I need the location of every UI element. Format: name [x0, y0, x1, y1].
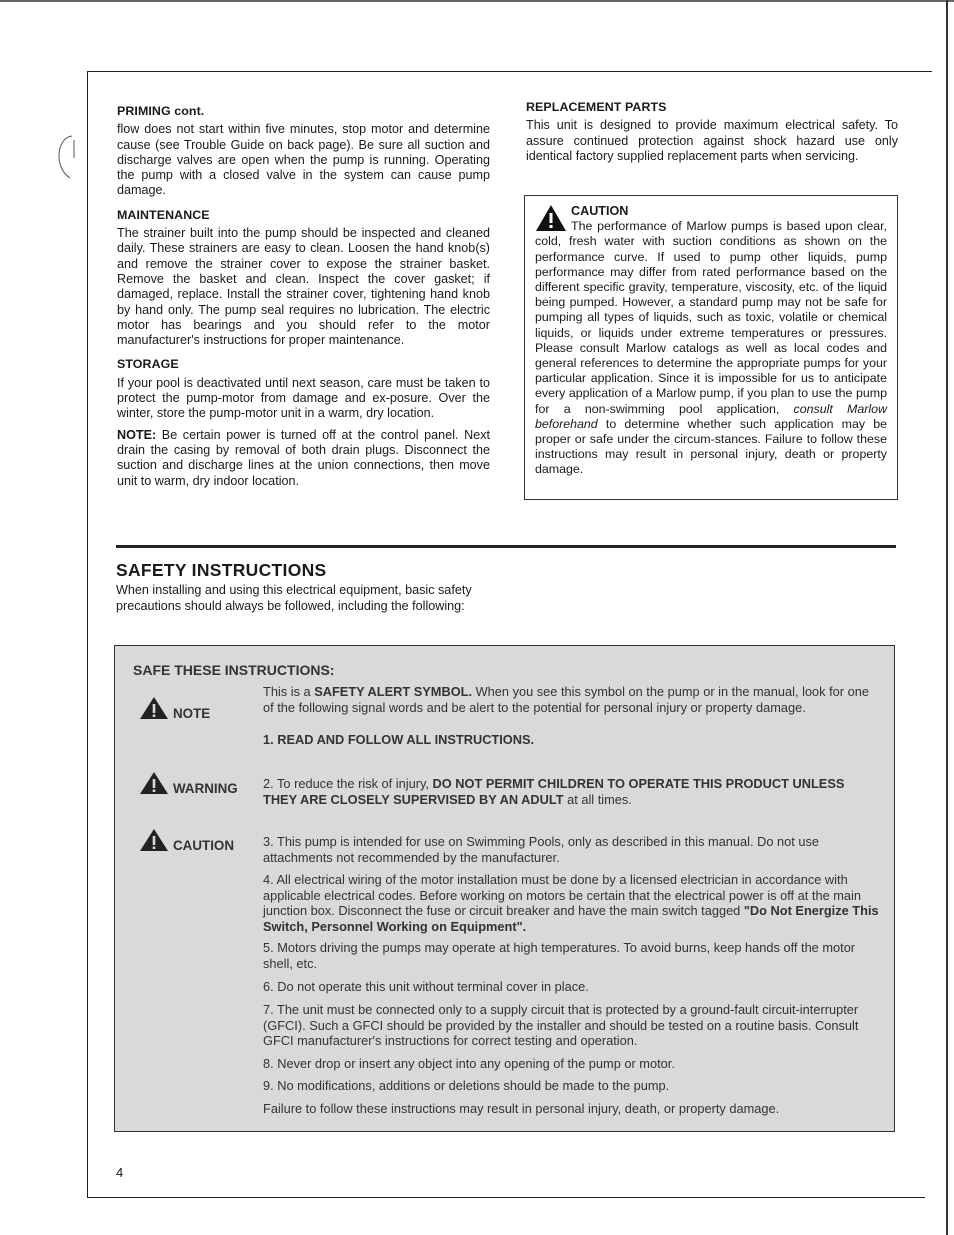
- hole-punch-mark: [38, 128, 86, 188]
- item2-bold: DO NOT PERMIT CHILDREN TO OPERATE THIS PRODUCT UNLESS THEY ARE CLOSELY SUPERVISED BY AN ADULT: [263, 776, 845, 807]
- right-column: [526, 100, 898, 164]
- safety-title: SAFETY INSTRUCTIONS: [116, 560, 327, 580]
- item-9: 9. No modifications, additions or deletions should be made to the pump.: [263, 1078, 670, 1093]
- maintenance-text: The strainer built into the pump should be inspected and cleaned daily. These strainers are easy to clean. Loosen the hand knob(s) and remove the strainer cover to expose the strainer basket. Remove the basket and clean. Inspect the cover gasket; if damaged, replace. Install the strainer cover, tightening hand knob by hand only. The pump seal requires no lubrication. The electric motor has bearings and you should refer to the motor manufacturer's instructions for proper maintenance.: [117, 226, 490, 348]
- frame-top-rule: [87, 71, 932, 72]
- replacement-heading: REPLACEMENT PARTS: [526, 100, 667, 114]
- caution-box: [524, 195, 898, 500]
- caution-text-a: The performance of Marlow pumps is based upon clear, cold, fresh water with suction conditions as shown on the performance curve. If used to pump other liquids, pump performance may differ from rated performance based on the different specific gravity, temperature, viscosity, etc. of the liquid being pumped. However, a standard pump may not be safe for pumping all types of liquids, such as toxic, volatile or chemical liquids, or liquids under extreme temperatures or pressures. Please consult Marlow catalogs as well as local codes and general references to determine the appropriate pumps for your particular application. Since it is impossible for us to anticipate every application of a Marlow pump, if you plan to use the pump for a non-swimming pool application,: [535, 219, 887, 416]
- item2-post: at all times.: [563, 791, 632, 807]
- caution-text-italic: consult Marlow beforehand: [535, 401, 887, 431]
- item-8: 8. Never drop or insert any object into any opening of the pump or motor.: [263, 1056, 675, 1071]
- left-column: [117, 104, 490, 489]
- warning-triangle-icon: [139, 696, 169, 720]
- item4-bold: "Do Not Energize This Switch, Personnel Working on Equipment".: [263, 903, 879, 934]
- alert-bold: SAFETY ALERT SYMBOL.: [314, 684, 473, 699]
- signal-note: [139, 696, 210, 721]
- item2-pre: 2. To reduce the risk of injury,: [263, 776, 433, 791]
- signal-note-label: NOTE: [173, 706, 211, 721]
- signal-caution: [139, 828, 234, 853]
- item4-pre: 4. All electrical wiring of the motor installation must be done by a licensed electrician in accordance with applicable electrical codes. Before working on motors be certain that the electrical power is off at the main junction box. Disconnect the fuse or circuit breaker and have the main switch tagged: [263, 872, 861, 918]
- frame-bottom-rule: [87, 1197, 925, 1198]
- storage-note: [117, 428, 490, 489]
- storage-heading: STORAGE: [117, 357, 179, 372]
- signal-warning: [139, 771, 238, 796]
- page-edge-right: [946, 0, 948, 1235]
- warning-triangle-icon: [139, 828, 169, 852]
- item-2: [263, 776, 879, 807]
- page-edge-top: [0, 0, 954, 2]
- signal-warning-label: WARNING: [173, 781, 238, 796]
- caution-content: [535, 204, 887, 478]
- safety-intro: When installing and using this electrical equipment, basic safety precautions should always be followed, including the following:: [116, 583, 472, 613]
- storage-note-text: Be certain power is turned off at the control panel. Next drain the casing by removal of both drain plugs. Disconnect the suction and discharge lines at the union connections, then move unit to warm, dry indoor location.: [117, 427, 490, 488]
- page-number: 4: [116, 1165, 124, 1180]
- item-3: 3. This pump is intended for use on Swimming Pools, only as described in this manual. Do not use attachments not recommended by the manufacturer.: [263, 834, 820, 865]
- alert-post: When you see this symbol on the pump or in the manual, look for one of the following signal words and be alert to the potential for personal injury or property damage.: [263, 684, 869, 715]
- safety-instructions-box: [114, 645, 895, 1132]
- warning-triangle-icon: [535, 204, 567, 232]
- storage-note-label: NOTE:: [117, 427, 157, 442]
- warning-triangle-icon: [139, 771, 169, 795]
- maintenance-heading: MAINTENANCE: [117, 207, 210, 222]
- priming-heading: PRIMING cont.: [117, 104, 205, 118]
- section-rule: [116, 545, 896, 548]
- item-7: 7. The unit must be connected only to a supply circuit that is protected by a ground-fault circuit-interrupter (GFCI). Such a GFCI should be provided by the installer and should be tested on a routine basis. Consult GFCI manufacturer's instructions for correct testing and operation.: [263, 1002, 859, 1048]
- safety-alert-text: [263, 684, 879, 715]
- item-4: [263, 872, 879, 934]
- replacement-text: This unit is designed to provide maximum electrical safety. To assure continued protection against shock hazard use only identical factory supplied replacement parts when servicing.: [526, 118, 898, 163]
- safety-footer: Failure to follow these instructions may result in personal injury, death, or property damage.: [263, 1101, 780, 1116]
- item-1: 1. READ AND FOLLOW ALL INSTRUCTIONS.: [263, 732, 535, 747]
- signal-caution-label: CAUTION: [173, 838, 234, 853]
- alert-pre: This is a: [263, 684, 315, 699]
- storage-text: If your pool is deactivated until next season, care must be taken to protect the pump-motor from damage and ex-posure. Over the winter, store the pump-motor unit in a warm, dry location.: [117, 375, 490, 421]
- frame-left-rule: [87, 71, 88, 1198]
- caution-text-b: to determine whether such application may be proper or safe under the circum-stances. Failure to follow these instructions may result in personal injury, death or property damage.: [535, 416, 887, 477]
- safety-box-title: SAFE THESE INSTRUCTIONS:: [133, 662, 335, 678]
- priming-text: flow does not start within five minutes, stop motor and determine cause (see Trouble Guide on back page). Be sure all suction and discharge valves are open when the pump is running. Operating the pump with a closed valve in the system can cause pump damage.: [117, 122, 490, 198]
- item-6: 6. Do not operate this unit without terminal cover in place.: [263, 979, 589, 994]
- caution-label: CAUTION: [571, 204, 629, 218]
- item-5: 5. Motors driving the pumps may operate at high temperatures. To avoid burns, keep hands off the motor shell, etc.: [263, 940, 856, 971]
